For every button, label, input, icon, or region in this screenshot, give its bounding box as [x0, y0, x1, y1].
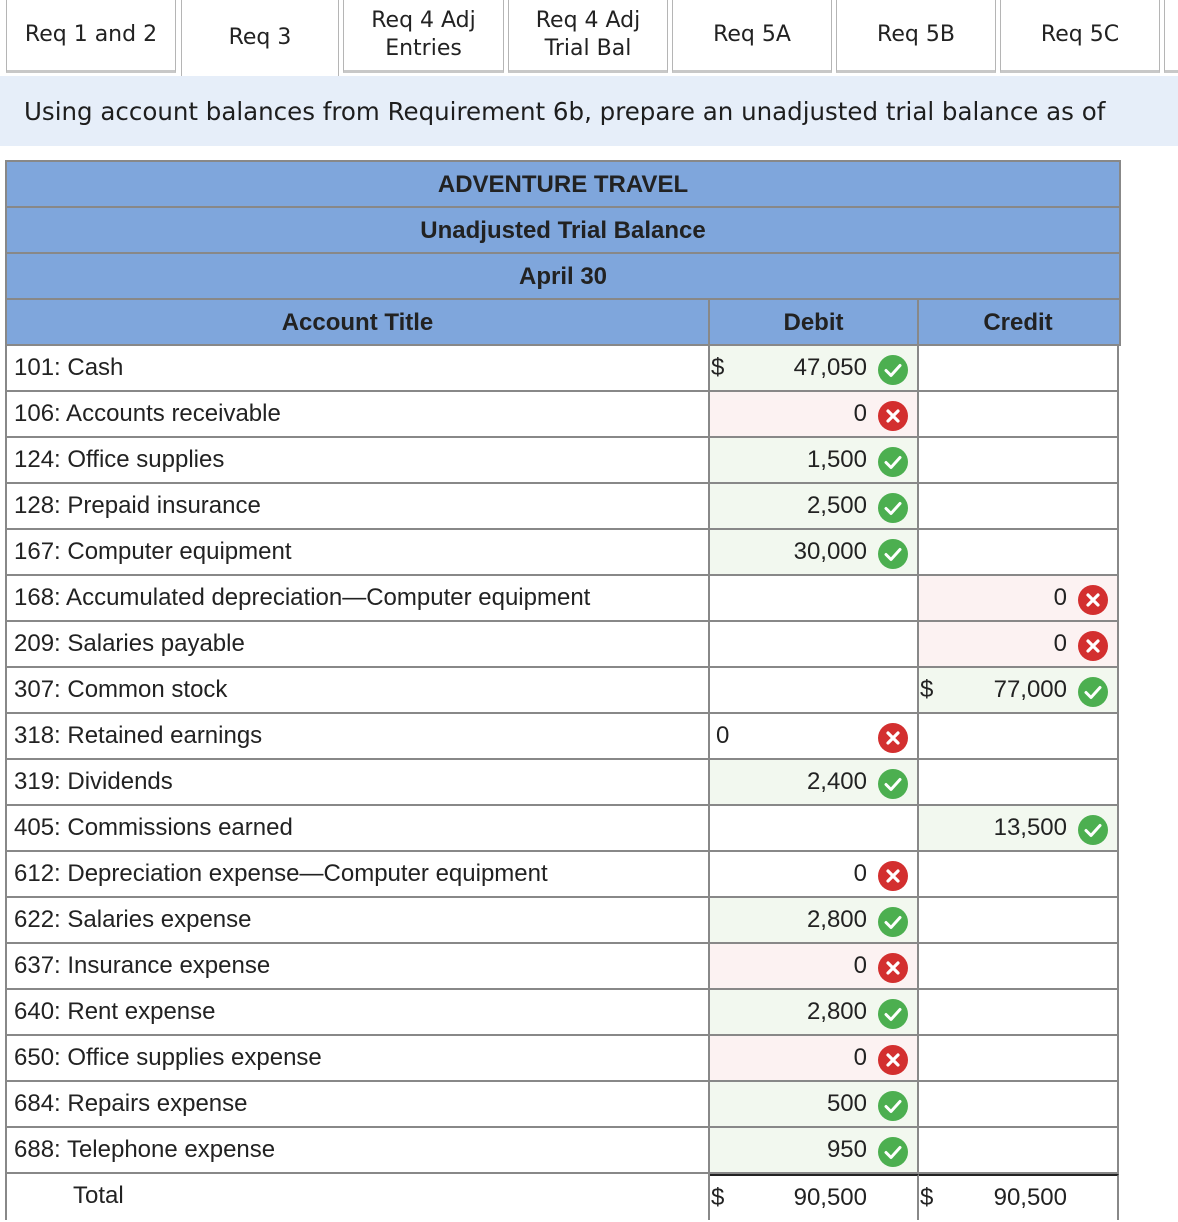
table-row	[7, 990, 1121, 1036]
total-row	[7, 1174, 1121, 1220]
debit-value: 0	[853, 952, 867, 979]
credit-cell[interactable]	[919, 898, 1119, 944]
debit-cell[interactable]	[710, 530, 919, 576]
table-row	[7, 1036, 1121, 1082]
account-title: 167: Computer equipment	[7, 530, 710, 576]
credit-cell[interactable]	[919, 484, 1119, 530]
report-date: April 30	[7, 254, 1121, 300]
check-icon	[878, 355, 908, 385]
column-headers	[7, 300, 1121, 346]
tab-req-1-and-2[interactable]: Req 1 and 2	[6, 0, 176, 73]
credit-cell[interactable]	[919, 1082, 1119, 1128]
debit-cell[interactable]	[710, 898, 919, 944]
account-title: 640: Rent expense	[7, 990, 710, 1036]
check-icon	[878, 907, 908, 937]
debit-value: 0	[853, 400, 867, 427]
cross-icon	[1078, 585, 1108, 615]
credit-header: Credit	[983, 309, 1053, 336]
check-icon	[1078, 677, 1108, 707]
account-title: 688: Telephone expense	[7, 1128, 710, 1174]
check-icon	[878, 999, 908, 1029]
check-icon	[878, 1137, 908, 1167]
account-title: 622: Salaries expense	[7, 898, 710, 944]
debit-cell[interactable]	[710, 576, 919, 622]
account-title: 684: Repairs expense	[7, 1082, 710, 1128]
tab-req-3[interactable]: Req 3	[181, 0, 339, 76]
tab-req-5b[interactable]: Req 5B	[836, 0, 996, 73]
account-title: 209: Salaries payable	[7, 622, 710, 668]
debit-header: Debit	[710, 300, 919, 344]
account-title: 101: Cash	[7, 346, 710, 392]
debit-value: 2,800	[806, 906, 867, 933]
check-icon	[878, 447, 908, 477]
cross-icon	[878, 953, 908, 983]
total-credit-value: 90,500	[993, 1184, 1067, 1211]
debit-cell[interactable]	[710, 392, 919, 438]
tab-req-5a[interactable]: Req 5A	[672, 0, 832, 73]
debit-cell[interactable]	[710, 438, 919, 484]
debit-cell[interactable]	[710, 806, 919, 852]
total-label: Total	[7, 1174, 710, 1220]
account-rows	[7, 346, 1121, 1174]
debit-cell[interactable]	[710, 668, 919, 714]
debit-cell[interactable]	[710, 1082, 919, 1128]
credit-cell[interactable]	[919, 346, 1119, 392]
credit-cell[interactable]	[919, 1128, 1119, 1174]
credit-cell[interactable]	[919, 760, 1119, 806]
check-icon	[878, 1091, 908, 1121]
debit-cell[interactable]	[710, 1128, 919, 1174]
debit-value: 2,800	[806, 998, 867, 1025]
debit-value: 47,050	[793, 354, 867, 381]
cross-icon	[878, 861, 908, 891]
account-title-header: Account Title	[7, 300, 710, 344]
debit-cell[interactable]	[710, 944, 919, 990]
account-title: 405: Commissions earned	[7, 806, 710, 852]
table-row	[7, 484, 1121, 530]
trial-balance-table	[5, 160, 1121, 1220]
dollar-sign: $	[920, 1184, 934, 1211]
total-debit-cell	[710, 1174, 919, 1220]
account-title: 307: Common stock	[7, 668, 710, 714]
table-row	[7, 392, 1121, 438]
account-title: 168: Accumulated depreciation—Computer equipment	[7, 576, 710, 622]
instruction-text: Using account balances from Requirement 6b, prepare an unadjusted trial balance as of	[0, 76, 1178, 146]
account-title: 612: Depreciation expense—Computer equipment	[7, 852, 710, 898]
debit-cell[interactable]	[710, 852, 919, 898]
credit-cell[interactable]	[919, 668, 1119, 714]
dollar-sign: $	[711, 1184, 725, 1211]
credit-cell[interactable]	[919, 576, 1119, 622]
account-title: 124: Office supplies	[7, 438, 710, 484]
account-title: 128: Prepaid insurance	[7, 484, 710, 530]
table-row	[7, 1082, 1121, 1128]
table-row	[7, 1128, 1121, 1174]
debit-value: 30,000	[793, 538, 867, 565]
debit-cell[interactable]	[710, 990, 919, 1036]
total-credit-cell	[919, 1174, 1119, 1220]
credit-value: 77,000	[993, 676, 1067, 703]
credit-cell[interactable]	[919, 438, 1119, 484]
debit-cell[interactable]	[710, 760, 919, 806]
credit-cell[interactable]	[919, 622, 1119, 668]
debit-cell[interactable]	[710, 622, 919, 668]
credit-cell[interactable]	[919, 530, 1119, 576]
credit-cell[interactable]	[919, 806, 1119, 852]
check-icon	[878, 493, 908, 523]
credit-cell[interactable]	[919, 392, 1119, 438]
debit-cell[interactable]	[710, 714, 919, 760]
table-row	[7, 852, 1121, 898]
credit-cell[interactable]	[919, 1036, 1119, 1082]
credit-cell[interactable]	[919, 852, 1119, 898]
tab-req-4-adj-trial-bal[interactable]: Req 4 Adj Trial Bal	[508, 0, 668, 73]
debit-value: 500	[826, 1090, 867, 1117]
debit-value: 0	[716, 722, 730, 749]
cross-icon	[878, 401, 908, 431]
dollar-sign: $	[920, 676, 934, 703]
table-row	[7, 806, 1121, 852]
account-title: 650: Office supplies expense	[7, 1036, 710, 1082]
cross-icon	[878, 723, 908, 753]
check-icon	[878, 769, 908, 799]
table-row	[7, 576, 1121, 622]
total-debit-value: 90,500	[793, 1184, 867, 1211]
table-row	[7, 898, 1121, 944]
tab-req-5c[interactable]: Req 5C	[1000, 0, 1160, 73]
requirement-tabs	[0, 0, 1178, 77]
debit-value: 950	[826, 1136, 867, 1163]
table-row	[7, 346, 1121, 392]
credit-value: 0	[1053, 584, 1067, 611]
account-title: 318: Retained earnings	[7, 714, 710, 760]
debit-cell[interactable]	[710, 1036, 919, 1082]
table-row	[7, 760, 1121, 806]
company-name: ADVENTURE TRAVEL	[7, 162, 1121, 208]
credit-value: 13,500	[993, 814, 1067, 841]
table-row	[7, 714, 1121, 760]
debit-value: 2,400	[806, 768, 867, 795]
table-row	[7, 944, 1121, 990]
credit-value: 0	[1053, 630, 1067, 657]
tab-overflow-edge[interactable]	[1164, 0, 1178, 73]
credit-cell[interactable]	[919, 944, 1119, 990]
debit-value: 1,500	[806, 446, 867, 473]
credit-cell[interactable]	[919, 990, 1119, 1036]
check-icon	[1078, 815, 1108, 845]
debit-value: 0	[853, 860, 867, 887]
account-title: 106: Accounts receivable	[7, 392, 710, 438]
tab-req-4-adj-entries[interactable]: Req 4 Adj Entries	[343, 0, 504, 73]
table-row	[7, 438, 1121, 484]
report-title: Unadjusted Trial Balance	[7, 208, 1121, 254]
debit-cell[interactable]	[710, 346, 919, 392]
table-row	[7, 530, 1121, 576]
cross-icon	[1078, 631, 1108, 661]
table-row	[7, 622, 1121, 668]
check-icon	[878, 539, 908, 569]
cross-icon	[878, 1045, 908, 1075]
table-row	[7, 668, 1121, 714]
debit-cell[interactable]	[710, 484, 919, 530]
debit-value: 0	[853, 1044, 867, 1071]
dollar-sign: $	[711, 354, 725, 381]
account-title: 637: Insurance expense	[7, 944, 710, 990]
debit-value: 2,500	[806, 492, 867, 519]
account-title: 319: Dividends	[7, 760, 710, 806]
credit-cell[interactable]	[919, 714, 1119, 760]
